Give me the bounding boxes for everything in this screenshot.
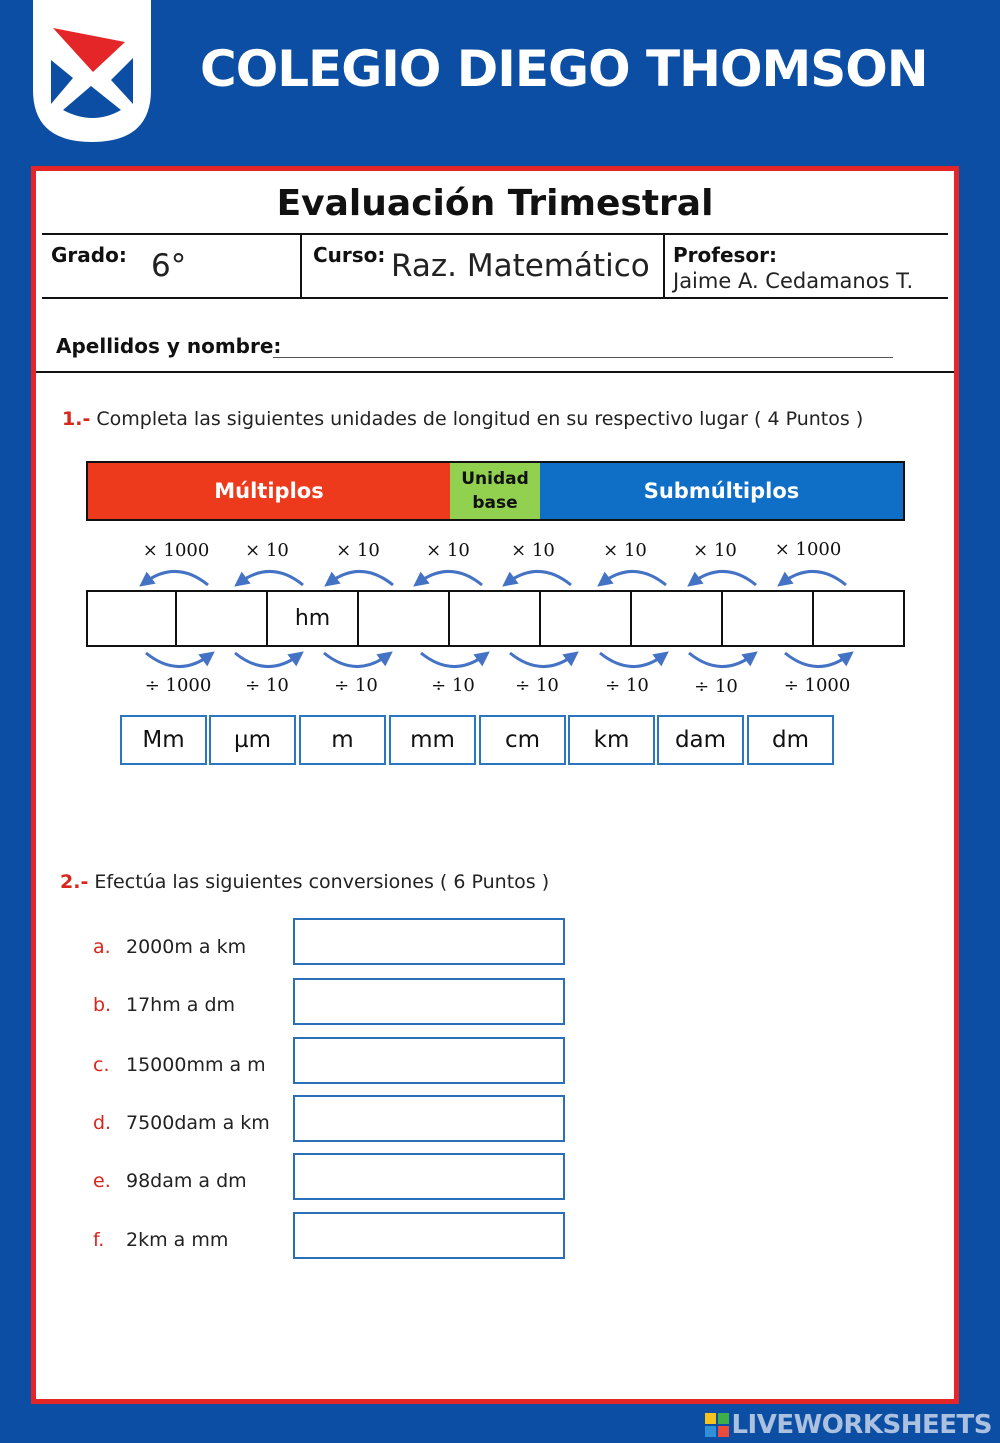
arc-label-top: × 10 — [336, 540, 380, 561]
curso-label: Curso: — [313, 243, 386, 267]
question-1 — [62, 408, 863, 430]
unit-cell[interactable] — [541, 590, 632, 647]
answer-input[interactable] — [293, 1095, 565, 1142]
arc-label-bottom: ÷ 10 — [605, 675, 649, 696]
name-label: Apellidos y nombre: — [56, 334, 282, 358]
exam-sheet — [31, 166, 959, 1404]
item-text: 15000mm a m — [126, 1054, 266, 1076]
divider — [663, 233, 665, 297]
unit-tile[interactable]: cm — [479, 715, 566, 765]
divider — [300, 233, 302, 297]
unit-cell[interactable] — [359, 590, 450, 647]
arc-label-top: × 1000 — [774, 539, 842, 560]
question-1-number: 1.- — [62, 408, 91, 430]
arc-label-top: × 1000 — [142, 540, 210, 561]
item-text: 7500dam a km — [126, 1112, 270, 1134]
unit-cell[interactable] — [177, 590, 268, 647]
curso-value: Raz. Matemático — [391, 248, 650, 284]
liveworksheets-logo-icon — [705, 1413, 729, 1437]
base-label-line2: base — [472, 493, 518, 513]
arc-label-top: × 10 — [426, 540, 470, 561]
watermark-text: LIVEWORKSHEETS — [731, 1410, 992, 1440]
profesor-label: Profesor: — [673, 243, 778, 267]
arc-label-top: × 10 — [511, 540, 555, 561]
answer-input[interactable] — [293, 1212, 565, 1259]
item-letter: d. — [93, 1112, 112, 1134]
arc-label-bottom: ÷ 1000 — [144, 675, 212, 696]
arc-label-bottom: ÷ 10 — [515, 675, 559, 696]
answer-input[interactable] — [293, 918, 565, 965]
arc-label-bottom: ÷ 10 — [431, 675, 475, 696]
arc-label-bottom: ÷ 10 — [334, 675, 378, 696]
item-text: 17hm a dm — [126, 994, 236, 1016]
base-unit-band — [450, 461, 540, 521]
unit-tile[interactable]: dam — [657, 715, 744, 765]
grado-label: Grado: — [51, 243, 127, 267]
item-text: 98dam a dm — [126, 1170, 247, 1192]
arc-label-bottom: ÷ 10 — [245, 675, 289, 696]
item-text: 2000m a km — [126, 936, 247, 958]
question-2 — [60, 871, 549, 893]
base-label-line1: Unidad — [461, 469, 529, 489]
unit-cell[interactable] — [723, 590, 814, 647]
answer-input[interactable] — [293, 978, 565, 1025]
school-name: COLEGIO DIEGO THOMSON — [200, 40, 928, 98]
question-1-text: Completa las siguientes unidades de longitud en su respectivo lugar ( 4 Puntos ) — [90, 408, 864, 430]
answer-input[interactable] — [293, 1037, 565, 1084]
submultiples-label: Submúltiplos — [643, 479, 800, 503]
liveworksheets-watermark — [705, 1410, 992, 1440]
exam-title: Evaluación Trimestral — [276, 183, 714, 224]
divider — [36, 371, 954, 373]
item-letter: f. — [93, 1229, 105, 1251]
unit-cell[interactable] — [450, 590, 541, 647]
answer-input[interactable] — [293, 1153, 565, 1200]
item-letter: b. — [93, 994, 112, 1016]
unit-tile[interactable]: dm — [747, 715, 834, 765]
unit-cells-row — [86, 590, 905, 647]
arc-label-top: × 10 — [603, 540, 647, 561]
arc-label-top: × 10 — [693, 540, 737, 561]
submultiples-band — [540, 461, 905, 521]
item-letter: e. — [93, 1170, 111, 1192]
question-2-text: Efectúa las siguientes conversiones ( 6 Puntos ) — [88, 871, 550, 893]
divider — [42, 233, 948, 235]
divider — [42, 297, 948, 299]
unit-cell[interactable] — [814, 590, 905, 647]
unit-cell: hm — [268, 590, 359, 647]
arc-label-bottom: ÷ 10 — [694, 676, 738, 697]
arc-label-top: × 10 — [245, 540, 289, 561]
name-input-line[interactable] — [273, 357, 893, 358]
school-logo — [33, 0, 151, 142]
multiples-label: Múltiplos — [214, 479, 324, 503]
unit-tile[interactable]: Mm — [120, 715, 207, 765]
profesor-value: Jaime A. Cedamanos T. — [673, 269, 914, 293]
grado-value: 6° — [151, 248, 187, 284]
unit-cell[interactable] — [632, 590, 723, 647]
question-2-number: 2.- — [60, 871, 89, 893]
arc-label-bottom: ÷ 1000 — [783, 675, 851, 696]
unit-cell[interactable] — [86, 590, 177, 647]
multiples-band — [86, 461, 450, 521]
unit-tile[interactable]: km — [568, 715, 655, 765]
unit-tile[interactable]: m — [299, 715, 386, 765]
unit-tile[interactable]: µm — [209, 715, 296, 765]
item-letter: c. — [93, 1054, 110, 1076]
item-letter: a. — [93, 936, 111, 958]
item-text: 2km a mm — [126, 1229, 229, 1251]
unit-tile[interactable]: mm — [389, 715, 476, 765]
